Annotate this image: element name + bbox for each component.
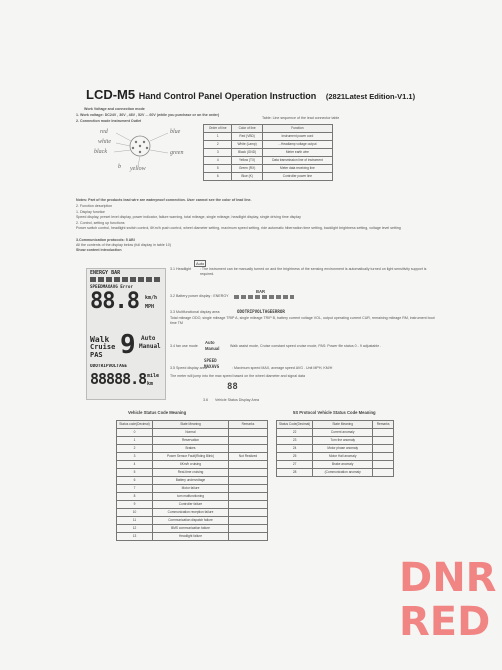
wire-label-black: black [94,149,107,155]
lcd-manual: Manual [139,343,161,350]
table-cell: Red (VBD) [232,133,262,141]
table-cell [373,429,394,437]
table-cell: Data transmission line of instrument [262,157,332,165]
table-cell: Controller failure [153,501,229,509]
table-cell: Real-time cruising [153,469,229,477]
lcd-unit-kmh: km/h [145,295,158,301]
table-row [204,173,333,181]
lcd-odo-digits: 88888.8 [90,370,147,388]
table-cell: turn malfunctioning [153,493,229,501]
table-cell: 27 [277,461,313,469]
table-row [117,533,268,541]
table-cell: Green (RX) [232,165,262,173]
lcd-full-display [86,268,166,400]
table-cell: (Communication anomaly [313,469,373,477]
table-cell: 3 [204,149,232,157]
table-cell: 3 [117,453,153,461]
table-cell: 25 [277,453,313,461]
desc-3-4-label: 3.4 fan use mode [170,344,198,348]
table-cell [229,445,268,453]
table-cell: Current anomaly [313,429,373,437]
table-cell: 5 [117,469,153,477]
table-cell: Communication reception failure [153,509,229,517]
table-row [277,469,394,477]
desc-3-4-icon: Auto Manual [205,340,220,351]
table-cell [229,429,268,437]
lcd-auto: Auto [141,335,156,342]
table-cell [373,437,394,445]
title-model: LCD-M5 [86,87,136,102]
lcd-energy-bar [90,277,162,282]
table-cell [229,437,268,445]
table-row [117,501,268,509]
table-cell: 2 [117,445,153,453]
desc-3-1-label: 3.1 Headlight [170,267,192,271]
table-cell: 8 [117,493,153,501]
section2-heading: 2. Function description [76,204,113,208]
section1-heading: Work Voltage and connection mode [84,107,145,111]
table-row [117,485,268,493]
desc-3-2-icon: BAR [256,289,266,294]
lcd-unit-mph: MPH [145,304,155,310]
table-cell [229,469,268,477]
vehicle-status-digits: 88 [227,382,238,392]
table-row [117,493,268,501]
table-cell: Motor Hall anomaly [313,453,373,461]
table-cell: 28 [277,469,313,477]
table-cell: 6 [117,477,153,485]
table-cell: 10 [117,509,153,517]
table-cell: Yellow (TX) [232,157,262,165]
table-cell: Blue (K) [232,173,262,181]
lcd-unit-km: km [147,381,154,387]
table-cell: 12 [117,525,153,533]
table-cell: 6Km/h cruising [153,461,229,469]
table-cell: Black (GND) [232,149,262,157]
wire-label-white: white [98,139,111,145]
desc-3-5-note: The meter will jump into the max speed based on the wheel diameter and signal data [170,374,306,378]
table-row [204,165,333,173]
desc-3-5-text: : Maximum speed MAX, average speed AVG . Unit MPH, KM/H [232,366,333,370]
section3-text: All the contents of the display below (full display in table 10) [76,243,171,247]
table-cell [229,493,268,501]
table-header-row [277,421,394,429]
status-table [116,420,268,541]
table-cell: Instrument power cord [262,133,332,141]
section1-line1: 1. Work voltage: DC24V , 36V , 48V , 52V ... 60V (while you purchase or on the order) [76,113,220,117]
connector-table [203,124,333,181]
table-cell: ...Headlamp voltage output [262,141,332,149]
table-cell [373,461,394,469]
lcd-speed-digits: 88.8 [90,290,139,314]
watermark-line-1: DNR [399,555,497,601]
lcd-pas: PAS [90,351,103,359]
table-cell: 6 [204,173,232,181]
desc-3-4-text: Walk assist mode, Cruise constant speed cruise mode, PAS: Power file status 0 - 9 adjustable . [230,344,382,348]
desc-3-3-label: 3.3 Multifunctional display area: [170,310,221,314]
table-row [117,461,268,469]
section2-1-text: Speed display, preset level display, power indicator, failure warning, total mileage, single mileage, headlight display, single driving time display [76,215,301,219]
note-waterproof: Notes: Part of the products lead wire are waterproof connection. User cannot see the color of lead line. [76,198,252,202]
table-row [117,429,268,437]
wire-label-red: red [100,129,108,135]
table-cell: 13 [117,533,153,541]
table-cell: BMS communication failure [153,525,229,533]
table-header-row [204,125,333,133]
lcd-cruise: Cruise [90,343,116,351]
table-cell: Power Sensor Fault(Riding Blink) [153,453,229,461]
lcd-speed-labels: SPEEDMAXAVG Error [90,284,133,289]
table-header-cell: Status code(Decimal) [117,421,153,429]
table-cell: Motor failure [153,485,229,493]
table-cell: 23 [277,437,313,445]
table-row [204,133,333,141]
table-row [277,445,394,453]
table-cell: Meter earth wire [262,149,332,157]
table-cell [229,501,268,509]
table-cell: 5 [204,165,232,173]
table-cell: Meter data receiving line [262,165,332,173]
table-header-cell: Function [262,125,332,133]
table-cell: 4 [117,461,153,469]
battery-bar-icon [234,295,294,299]
table-row [277,437,394,445]
table-header-cell: Remarks [229,421,268,429]
table-cell: Reservation [153,437,229,445]
lcd-gear-digit: 9 [120,331,136,359]
table-cell [229,525,268,533]
table-header-cell: State Meaning [153,421,229,429]
table-cell: Motor phase anomaly [313,445,373,453]
protocol-table-caption: 5S Protocol Vehicle Status Code Meaning [293,410,376,415]
table-row [117,453,268,461]
table-row [117,477,268,485]
table-cell: 7 [117,485,153,493]
table-cell: Battery undervoltage [153,477,229,485]
section2-2-text: Power switch control, headlight switch control, 6Km/h push control, wheel diameter setting, maximum speed setting, ride automatic hibernation time setting, backlight brightness setting, voltage level setting [76,226,401,230]
section3-1-heading: Show content introduction [76,248,122,252]
desc-3-6-label: 3.6 [203,398,208,402]
wire-label-yellow: yellow [130,166,146,172]
table-cell: 4 [204,157,232,165]
table-cell [229,485,268,493]
desc-3-2-label: 3.2 Battery power display : ENERGY [170,294,229,298]
document-title [86,87,415,102]
table-row [204,149,333,157]
table-cell [229,517,268,525]
desc-3-6-text: Vehicle Status Display Area [215,398,259,402]
table-cell: Communication dispatch failure [153,517,229,525]
connector-diagram [80,124,200,180]
table-cell: Normal [153,429,229,437]
table-row [117,469,268,477]
table-cell: Brakes [153,445,229,453]
table-cell [373,469,394,477]
table-cell: 24 [277,445,313,453]
table-header-cell: Color of line [232,125,262,133]
table-cell: Not Realized [229,453,268,461]
lcd-energy-bar-label: ENERGY BAR [90,270,121,276]
table-header-cell: Remarks [373,421,394,429]
table-cell [229,509,268,517]
section2-1-heading: 1. Display function [76,210,106,214]
dnr-red-watermark-logo [399,555,497,656]
table-row [117,525,268,533]
table-row [277,461,394,469]
connector-table-caption: Table: Line sequence of the lead connector table [262,116,340,120]
table-cell [373,453,394,461]
table-row [204,157,333,165]
section1-line2: 2. Connection mode Instrument Outlet [76,119,142,123]
wire-label-b: b [118,164,121,170]
table-cell: Brake anomaly [313,461,373,469]
table-row [117,445,268,453]
status-table-caption: Vehicle Status Code Meaning [128,410,187,415]
table-cell [229,461,268,469]
table-cell: 1 [117,437,153,445]
lcd-unit-mile: mile [147,373,160,379]
table-cell: 1 [204,133,232,141]
lcd-walk: Walk [90,335,110,344]
wire-label-blue: blue [170,129,181,135]
desc-3-5-label: 3.5 Speed display area [170,366,207,370]
lcd-odo-labels: ODOTRIPVOLTAGE [90,364,128,369]
watermark-line-2: RED [399,599,491,645]
section3-heading: 3.Communication protocols: 5 ABI [76,238,135,242]
desc-3-3-text: Total mileage ODO, single mileage TRIP A, single mileage TRIP B, battery current voltage VOL, output operating current CUR, remaining mileage RM, instrument boot time TM [170,316,435,325]
table-header-row [117,421,268,429]
table-header-cell: Status Code(Decimal) [277,421,313,429]
table-cell: 0 [117,429,153,437]
table-row [277,429,394,437]
headlight-icon-label: Auto [196,261,205,266]
table-header-cell: State Meaning [313,421,373,429]
table-cell: White (Lamp) [232,141,262,149]
title-edition: (2821Latest Edition-V1.1) [325,92,416,101]
desc-3-1-text: : The instrument can be manually turned on and the brightness of the sensing environment is automatically turned on light sensitivity support is required. [200,267,427,276]
title-text: Hand Control Panel Operation Instruction [138,91,317,101]
table-row [117,437,268,445]
section2-2-heading: 2. Control, setting up functions [76,221,125,225]
table-cell [373,445,394,453]
table-row [277,453,394,461]
table-header-cell: Order of line [204,125,232,133]
desc-3-5-icon: SPEED MAXAVG [204,358,220,369]
table-cell: 2 [204,141,232,149]
table-row [117,517,268,525]
table-cell [229,477,268,485]
protocol-table [276,420,394,477]
table-row [204,141,333,149]
wire-label-green: green [170,150,184,156]
desc-3-3-icon: ODOTRIPVOLTAGEERROR [237,309,285,314]
table-row [117,509,268,517]
table-cell [229,533,268,541]
connector-plug-icon [80,124,200,180]
table-cell: Turn the anomaly [313,437,373,445]
table-cell: 22 [277,429,313,437]
table-cell: 11 [117,517,153,525]
table-cell: Headlight failure [153,533,229,541]
table-cell: Controller power line [262,173,332,181]
table-cell: 9 [117,501,153,509]
